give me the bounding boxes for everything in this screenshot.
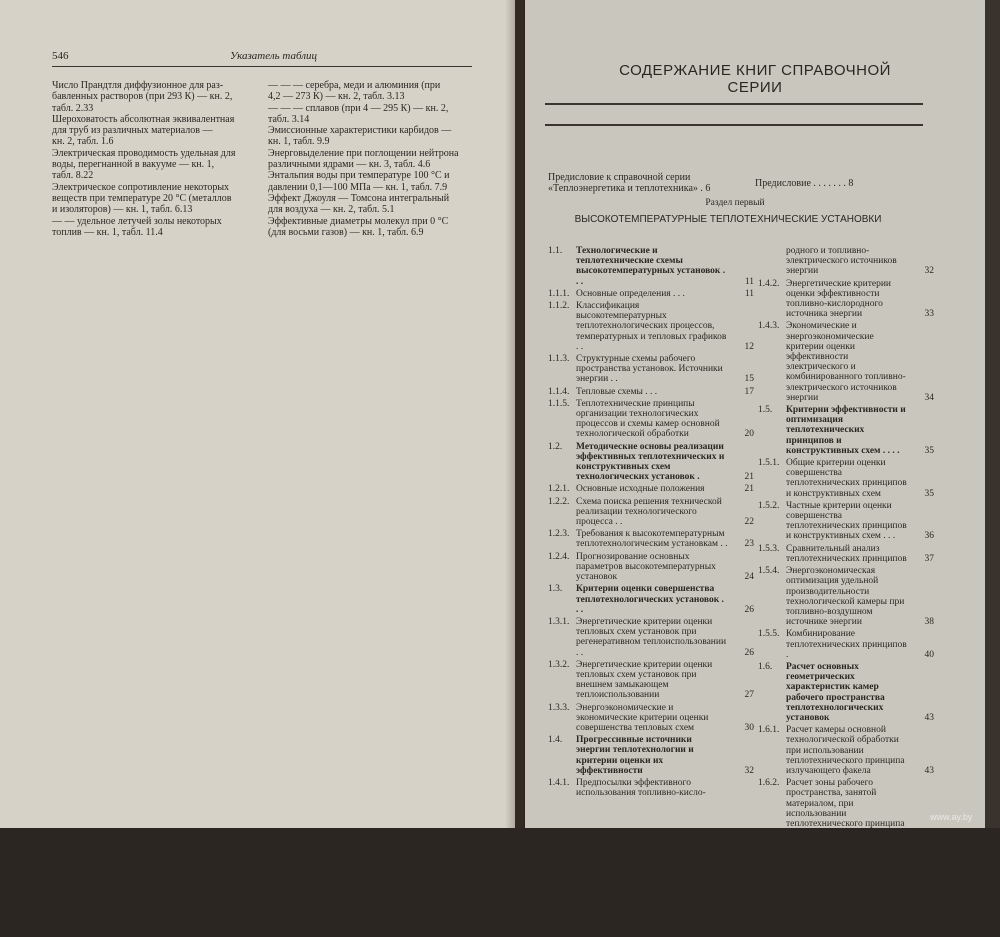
toc-entry <box>548 398 754 440</box>
toc-entry <box>548 735 754 776</box>
toc-entry <box>758 405 934 456</box>
toc-entry-page: 43 <box>924 712 934 723</box>
toc-entry-title: Энергетические критерии оценки тепловых схем установок при внешнем замыкающем теплоиспользовании <box>576 659 713 701</box>
index-line: различными ядрами — кн. 3, табл. 4.6 <box>268 159 431 171</box>
toc-entry-title: Основные определения . . . <box>576 288 685 299</box>
toc-entry-number: 1.4.1. <box>548 777 570 788</box>
toc-entry-number: 1.5.1. <box>758 458 780 469</box>
toc-entry-page: 26 <box>744 604 754 615</box>
section-label: Раздел первый <box>705 198 765 208</box>
toc-entry-number: 1.6.2. <box>758 778 780 789</box>
toc-entry-page: 11 <box>744 276 754 287</box>
preface: Предисловие . . . . . . . 8 <box>755 178 854 189</box>
index-line: Число Прандтля диффузионное для раз- <box>52 80 224 91</box>
toc-entry-number: 1.5. <box>758 405 773 416</box>
toc-entry-number: 1.1.1. <box>548 288 570 299</box>
toc-entry-title: Прогнозирование основных параметров высокотемпературных установок <box>576 551 716 583</box>
toc-entry-number: 1.2.3. <box>548 529 570 540</box>
toc-entry-page: 23 <box>744 539 754 550</box>
index-line: табл. 8.22 <box>52 170 94 182</box>
toc-entry-title: Комбинирование теплотехнических принципов . <box>786 629 907 660</box>
toc-entry-page: 30 <box>744 722 754 733</box>
toc-entry-page: 24 <box>744 572 754 583</box>
index-line: для труб из различных материалов — <box>52 125 213 137</box>
index-line: бавленных растворов (при 293 К) — кн. 2, <box>52 91 233 103</box>
toc-entry-page: 32 <box>924 266 934 277</box>
toc-entry <box>548 246 754 287</box>
toc-entry-title: Схема поиска решения технической реализации технологического процесса . . <box>576 496 722 528</box>
index-line: — — удельное летучей золы некоторых <box>52 215 222 227</box>
toc-entry-title: Основные исходные положения <box>576 484 705 495</box>
toc-entry <box>758 725 934 776</box>
toc-entry-number: 1.6.1. <box>758 725 780 736</box>
toc-entry-title: Требования к высокотемпературным теплотехнологическим установкам . . <box>576 529 728 550</box>
toc-entry-title: Расчет камеры основной технологической обработки при ис- <box>786 904 899 935</box>
toc-entry <box>548 529 754 550</box>
running-title: Указатель таблиц <box>230 50 318 62</box>
toc-entry-page: 48 <box>924 829 934 840</box>
head-rule <box>52 66 472 67</box>
toc-entry-title: Критерии эффективности и оптимизация теплотехнических принципов и конструктивных схем . . . . <box>786 405 906 456</box>
toc-entry <box>548 288 754 299</box>
toc-entry-number: 1.3.3. <box>548 702 570 713</box>
toc-entry-page: 38 <box>924 617 934 628</box>
toc-entry-title: Общие критерии оценки совершенства теплотехнических принципов и конструктивных схем <box>786 458 907 499</box>
index-line: (для восьми газов) — кн. 1, табл. 6.9 <box>268 226 424 238</box>
toc-entry-page: 32 <box>744 765 754 776</box>
index-line: Шероховатость абсолютная эквивалентная <box>52 113 235 125</box>
toc-entry-title: Сравнительный анализ теплотехнических принципов <box>786 543 907 564</box>
index-line: кн. 1, табл. 9.9 <box>268 136 330 148</box>
toc-entry <box>548 702 754 734</box>
toc-entry <box>758 278 934 320</box>
toc-entry <box>548 484 754 495</box>
left-page <box>0 0 515 828</box>
toc-entry-title: Расчет зоны рабочего пространства, занятой материалом, при использовании теплотехнического принципа плотного слоя . . <box>786 778 905 840</box>
toc-entry-number: 1.5.2. <box>758 500 780 511</box>
toc-entry-number: 1.3.2. <box>548 659 570 670</box>
toc-entry-page: 35 <box>924 445 934 456</box>
toc-entry-title: Энергетические критерии оценки эффективности топливно-кислородного источника энергии <box>786 278 892 320</box>
toc-entry <box>758 629 934 660</box>
index-line: Электрическое сопротивление некоторых <box>52 181 230 193</box>
toc-entry <box>548 496 754 528</box>
index-line: Эффективные диаметры молекул при 0 °С <box>268 215 449 227</box>
toc-entry <box>548 551 754 583</box>
toc-entry-number: 1.1.4. <box>548 386 570 397</box>
toc-entry-page: 40 <box>924 649 934 660</box>
toc-column-right <box>758 246 934 937</box>
toc-entry-title: Прогрессивные источники энергии теплотехнологии и критерии оценки их эффективности <box>576 735 694 776</box>
toc-entry-page: 15 <box>744 374 754 385</box>
toc-entry-number: 1.1.2. <box>548 301 570 312</box>
toc-entry <box>548 386 754 397</box>
toc-entry-page: 17 <box>744 386 754 397</box>
page-number: 546 <box>52 50 69 62</box>
toc-entry <box>758 778 934 840</box>
toc-entry-number: 1.2.1. <box>548 484 570 495</box>
index-line: топлив — кн. 1, табл. 11.4 <box>52 226 163 238</box>
title-rule-top <box>545 103 923 105</box>
index-line: Эффект Джоуля — Томсона интегральный <box>268 192 450 204</box>
index-line: Электрическая проводимость удельная для <box>52 147 236 159</box>
toc-entry-number: 1.6.3. <box>758 841 780 852</box>
toc-entry-title: Расчет основных геометрических характеристик камер рабочего пространства теплотехнологических установок <box>786 661 885 723</box>
toc-entry-page: 37 <box>924 553 934 564</box>
toc-entry-number: 1.1.5. <box>548 398 570 409</box>
toc-entry-number: 1.4.3. <box>758 321 780 332</box>
toc-entry-page: 22 <box>744 517 754 528</box>
toc-entry <box>758 905 908 936</box>
toc-entry-page: 49 <box>924 892 934 903</box>
toc-entry-page: 27 <box>744 690 754 701</box>
toc-entry-title: Структурные схемы рабочего пространства установок. Источники энергии . . <box>576 354 723 385</box>
toc-column-left <box>548 246 754 800</box>
toc-entry-title: Энергетические критерии оценки тепловых схем установок при регенеративном теплоиспользовании . . <box>576 616 727 658</box>
toc-entry-page: 26 <box>744 647 754 658</box>
toc-entry <box>548 301 754 352</box>
toc-entry <box>758 566 934 628</box>
index-line: веществ при температуре 20 °С (металлов <box>52 192 232 204</box>
index-line: давлении 0,1—100 МПа — кн. 1, табл. 7.9 <box>268 181 448 193</box>
toc-entry-page: 35 <box>924 488 934 499</box>
index-line: и изоляторов) — кн. 1, табл. 6.13 <box>52 204 193 216</box>
title-rule-bottom <box>545 124 923 126</box>
toc-entry-title: Расчет зоны рабочего пространства, занятой материалом, при использовании теплотехнического принципа кипящего слоя <box>786 841 905 903</box>
toc-entry <box>548 354 754 385</box>
book-series-title: СОДЕРЖАНИЕ КНИГ СПРАВОЧНОЙ СЕРИИ <box>619 62 891 96</box>
toc-entry <box>758 500 934 542</box>
toc-entry-number: 1.2. <box>548 441 563 452</box>
index-line: для воздуха — кн. 2, табл. 5.1 <box>268 204 395 216</box>
toc-entry-page: 34 <box>924 392 934 403</box>
toc-entry-page: 21 <box>744 472 754 483</box>
toc-entry <box>548 659 754 701</box>
toc-entry <box>758 841 934 903</box>
toc-entry-title: Классификация высокотемпературных теплотехнологических процессов, температурных и тепловых графиков . . <box>576 301 727 352</box>
index-line: табл. 2.33 <box>52 102 94 114</box>
index-line: Энтальпия воды при температуре 100 °С и <box>268 170 450 182</box>
toc-entry-number: 1.2.4. <box>548 551 570 562</box>
toc-entry-title: Расчет камеры основной технологической обработки при использовании теплотехнического принципа излучающего факела <box>786 725 905 776</box>
toc-entry-title: Энергоэкономические и экономические критерии оценки совершенства тепловых схем <box>576 702 709 733</box>
toc-entry-title: Экономические и энергоэкономические критерии оценки эффективности электрического и комбинированного топливно-электрического источников энергии <box>786 321 906 403</box>
toc-entry <box>758 661 934 723</box>
toc-entry-page: 43 <box>924 765 934 776</box>
toc-entry-title: Частные критерии оценки совершенства теплотехнических принципов и конструктивных схем . . . <box>786 500 907 542</box>
toc-entry-title: Методические основы реализации эффективных теплотехнических и конструктивных схем технологических установок . <box>576 441 725 483</box>
toc-entry-title: Критерии оценки совершенства теплотехнологических установок . . . <box>576 584 724 615</box>
index-line: кн. 2, табл. 1.6 <box>52 136 114 148</box>
index-line: табл. 3.14 <box>268 113 310 125</box>
toc-entry-number: 1.3. <box>548 584 563 595</box>
toc-entry <box>548 616 754 658</box>
toc-entry-number: 1.1. <box>548 246 563 256</box>
index-line: воды, перегнанной в вакууме — кн. 1, <box>52 159 215 171</box>
toc-entry-number: 1.6. <box>758 661 773 672</box>
toc-entry <box>758 458 934 499</box>
toc-entry-title: Технологические и теплотехнические схемы высокотемпературных установок . . . <box>576 246 726 287</box>
toc-entry-number: 1.3.1. <box>548 616 570 627</box>
toc-entry-title: Предпосылки эффективного использования топливно-кисло- <box>576 777 706 799</box>
index-column-2 <box>268 80 476 238</box>
toc-entry-number: 1.5.3. <box>758 543 780 554</box>
index-column-1 <box>52 80 257 238</box>
toc-entry-number: 1.5.4. <box>758 566 780 577</box>
toc-entry <box>758 543 934 564</box>
book-edge <box>985 0 1000 828</box>
toc-entry-page: 11 <box>744 288 754 299</box>
toc-entry-title: Теплотехнические принципы организации технологических процессов и схемы камер основной технологической обработки <box>576 398 720 440</box>
toc-entry-title: родного и топливно-электрического источников энергии <box>786 246 897 277</box>
toc-entry <box>548 441 754 483</box>
index-line: — — — серебра, меди и алюминия (при <box>268 80 441 91</box>
index-line: Эмиссионные характеристики карбидов — <box>268 125 452 137</box>
toc-entry-number: 1.4. <box>548 735 563 746</box>
toc-entry-title: Энергоэкономическая оптимизация удельной производительности технологической камеры при топливно-воздушном источнике энергии <box>786 566 905 628</box>
toc-entry-page: 12 <box>744 341 754 352</box>
toc-entry-page: 36 <box>924 531 934 542</box>
toc-entry-number: 1.1.3. <box>548 354 570 365</box>
preface-series: Предисловие к справочной серии «Теплоэнергетика и теплотехника» . 6 <box>548 172 711 194</box>
index-line: 4,2 — 273 К) — кн. 2, табл. 3.13 <box>268 91 405 103</box>
toc-entry-page: 33 <box>924 309 934 320</box>
toc-entry <box>758 246 934 277</box>
toc-entry <box>758 321 934 403</box>
toc-entry-page: 21 <box>744 484 754 495</box>
watermark: www.ay.by <box>930 812 973 822</box>
section-title: ВЫСОКОТЕМПЕРАТУРНЫЕ ТЕПЛОТЕХНИЧЕСКИЕ УСТАНОВКИ <box>574 214 882 225</box>
index-line: — — — сплавов (при 4 — 295 К) — кн. 2, <box>268 102 449 114</box>
toc-entry-title: Тепловые схемы . . . <box>576 386 658 397</box>
toc-entry <box>548 778 728 798</box>
index-line: Энерговыделение при поглощении нейтрона <box>268 147 459 159</box>
toc-entry <box>548 584 754 615</box>
toc-entry-page: 20 <box>744 429 754 440</box>
toc-entry-number: 1.2.2. <box>548 496 570 507</box>
toc-entry-number: 1.6.4. <box>758 904 780 915</box>
toc-entry-number: 1.5.5. <box>758 629 780 640</box>
toc-entry-number: 1.4.2. <box>758 278 780 289</box>
